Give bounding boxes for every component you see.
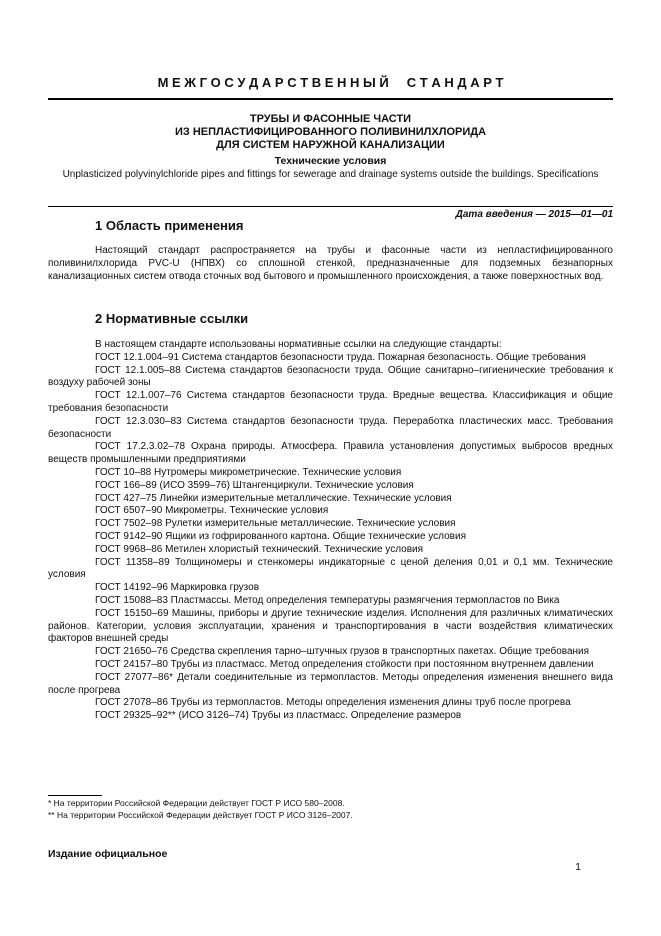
section-1-paragraph: Настоящий стандарт распространяется на трубы и фасонные части из непластифицированного поливинилхлорида PVC-U (НПВХ) со сплошной стенкой, предназначенные для подземных безнапорных канализационных систем отвода сточных вод бытового и промышленного происхождения, а также поверхностных вод. bbox=[48, 245, 613, 282]
reference-item: ГОСТ 14192–96 Маркировка грузов bbox=[95, 582, 260, 594]
title-line-1: ТРУБЫ И ФАСОННЫЕ ЧАСТИ bbox=[249, 113, 412, 125]
title-line-3: ДЛЯ СИСТЕМ НАРУЖНОЙ КАНАЛИЗАЦИИ bbox=[216, 139, 445, 151]
title-line-2: ИЗ НЕПЛАСТИФИЦИРОВАННОГО ПОЛИВИНИЛХЛОРИДА bbox=[174, 126, 487, 138]
reference-item: ГОСТ 166–89 (ИСО 3599–76) Штангенциркули. Технические условия bbox=[95, 479, 414, 491]
references-intro: В настоящем стандарте использованы нормативные ссылки на следующие стандарты: bbox=[95, 339, 502, 350]
reference-item: ГОСТ 9968–86 Метилен хлористый технический. Технические условия bbox=[95, 543, 424, 555]
effective-date: Дата введения — 2015—01—01 bbox=[455, 209, 613, 220]
divider-rule bbox=[48, 206, 613, 207]
reference-item: ГОСТ 21650–76 Средства скрепления тарно–штучных грузов в транспортных пакетах. Общие требования bbox=[95, 646, 590, 658]
reference-item: ГОСТ 12.1.007–76 Система стандартов безопасности труда. Вредные вещества. Классификация и общие требования безопасности bbox=[48, 390, 613, 414]
section-1-body bbox=[48, 245, 613, 283]
reference-item: ГОСТ 27078–86 Трубы из термопластов. Методы определения изменения длины труб после прогрева bbox=[95, 697, 571, 709]
reference-item: ГОСТ 9142–90 Ящики из гофрированного картона. Общие технические условия bbox=[95, 530, 466, 542]
footnote-2: ** На территории Российской Федерации действует ГОСТ Р ИСО 3126–2007. bbox=[48, 810, 353, 820]
reference-item: ГОСТ 15088–83 Пластмассы. Метод определения температуры размягчения термопластов по Вика bbox=[95, 594, 560, 606]
standard-header: М Е Ж Г О С У Д А Р С Т В Е Н Н Ы Й С Т А Н Д А Р Т bbox=[157, 75, 504, 90]
reference-item: ГОСТ 11358–89 Толщиномеры и стенкомеры индикаторные с ценой деления 0,01 и 0,1 мм. Технические условия bbox=[48, 556, 613, 581]
reference-item: ГОСТ 17.2.3.02–78 Охрана природы. Атмосфера. Правила установления допустимых выбросов вредных веществ промышленными предприятиями bbox=[48, 441, 613, 466]
reference-item: ГОСТ 12.1.004–91 Система стандартов безопасности труда. Пожарная безопасность. Общие требования bbox=[95, 351, 586, 363]
references-list bbox=[48, 339, 613, 723]
reference-item: ГОСТ 12.3.030–83 Система стандартов безопасности труда. Переработка пластических масс. Требования безопасности bbox=[48, 415, 613, 440]
reference-item: ГОСТ 15150–69 Машины, приборы и другие технические изделия. Исполнения для различных климатических районов. Категории, условия эксплуатации, хранения и транспортирования в части воздействия климатических факторов внешней среды bbox=[48, 607, 613, 645]
subtitle: Технические условия bbox=[274, 155, 387, 167]
english-title: Unplasticized polyvinylchloride pipes and fittings for sewerage and drainage systems outside the buildings. Specifications bbox=[62, 169, 599, 180]
reference-item: ГОСТ 10–88 Нутромеры микрометрические. Технические условия bbox=[95, 466, 402, 478]
page-number: 1 bbox=[575, 861, 581, 873]
reference-item: ГОСТ 7502–98 Рулетки измерительные металлические. Технические условия bbox=[95, 518, 456, 530]
reference-item: ГОСТ 27077–86* Детали соединительные из термопластов. Методы определения изменения внешнего вида после прогрева bbox=[48, 671, 613, 696]
section-2-heading: 2 Нормативные ссылки bbox=[95, 311, 249, 326]
official-edition-label: Издание официальное bbox=[48, 848, 168, 860]
reference-item: ГОСТ 427–75 Линейки измерительные металлические. Технические условия bbox=[95, 492, 452, 504]
footnote-rule bbox=[48, 795, 102, 796]
section-1-heading: 1 Область применения bbox=[95, 218, 244, 233]
reference-item: ГОСТ 29325–92** (ИСО 3126–74) Трубы из пластмасс. Определение размеров bbox=[95, 710, 462, 722]
footnote-1: * На территории Российской Федерации действует ГОСТ Р ИСО 580–2008. bbox=[48, 798, 345, 808]
header-rule bbox=[48, 98, 613, 100]
reference-item: ГОСТ 24157–80 Трубы из пластмасс. Метод определения стойкости при постоянном внутреннем давлении bbox=[95, 658, 594, 670]
reference-item: ГОСТ 12.1.005–88 Система стандартов безопасности труда. Общие санитарно–гигиенические требования к воздуху рабочей зоны bbox=[48, 364, 613, 389]
reference-item: ГОСТ 6507–90 Микрометры. Технические условия bbox=[95, 505, 329, 517]
